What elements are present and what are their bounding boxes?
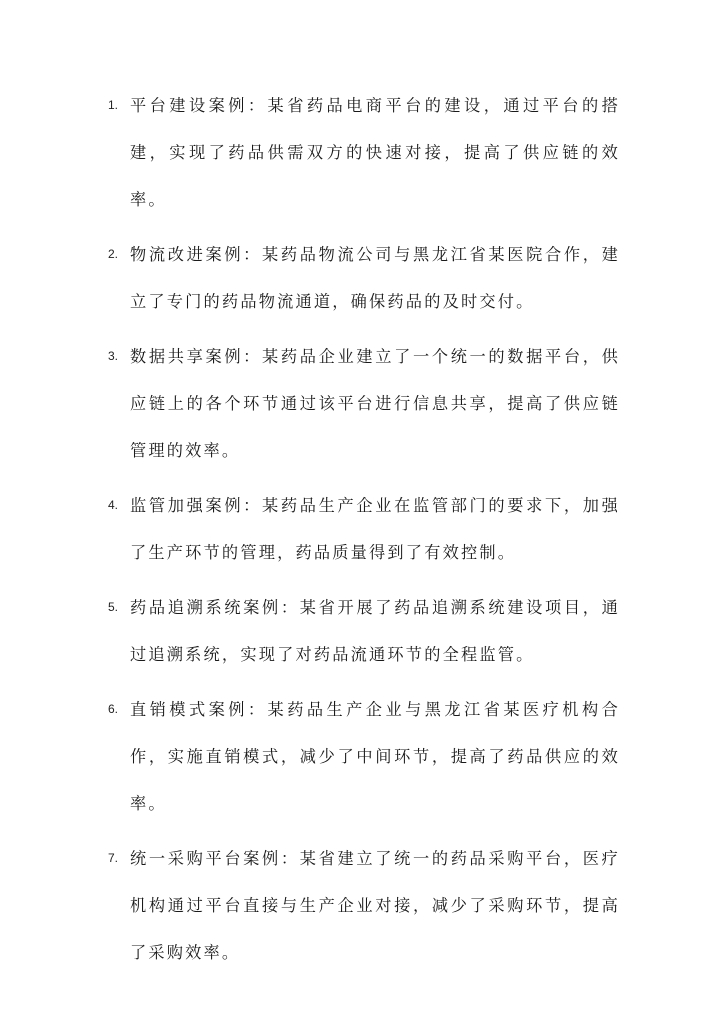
- list-item-text: 统一采购平台案例：某省建立了统一的药品采购平台，医疗机构通过平台直接与生产企业对接，减少了采购环节，提高了采购效率。: [130, 849, 620, 962]
- list-item-text: 直销模式案例：某药品生产企业与黑龙江省某医疗机构合作，实施直销模式，减少了中间环节，提高了药品供应的效率。: [130, 700, 620, 813]
- list-item: [108, 686, 620, 827]
- list-item-text: 平台建设案例：某省药品电商平台的建设，通过平台的搭建，实现了药品供需双方的快速对接，提高了供应链的效率。: [130, 96, 620, 209]
- list-item-number: 1.: [108, 98, 119, 112]
- list-item-number: 7.: [108, 851, 119, 865]
- list-item-text: 数据共享案例：某药品企业建立了一个统一的数据平台，供应链上的各个环节通过该平台进行信息共享，提高了供应链管理的效率。: [130, 347, 620, 460]
- list-item-number: 5.: [108, 600, 119, 614]
- list-item-text: 物流改进案例：某药品物流公司与黑龙江省某医院合作，建立了专门的药品物流通道，确保药品的及时交付。: [130, 245, 620, 311]
- list-item-text: 药品追溯系统案例：某省开展了药品追溯系统建设项目，通过追溯系统，实现了对药品流通环节的全程监管。: [130, 598, 620, 664]
- list-item-text: 监管加强案例：某药品生产企业在监管部门的要求下，加强了生产环节的管理，药品质量得到了有效控制。: [130, 496, 620, 562]
- list-item: [108, 231, 620, 325]
- list-item: [108, 584, 620, 678]
- list-item: [108, 482, 620, 576]
- case-list: [108, 82, 620, 984]
- list-item: [108, 82, 620, 223]
- list-item: [108, 835, 620, 976]
- list-item: [108, 333, 620, 474]
- list-item-number: 4.: [108, 498, 119, 512]
- list-item-number: 2.: [108, 247, 119, 261]
- list-item-number: 3.: [108, 349, 119, 363]
- list-item-number: 6.: [108, 702, 119, 716]
